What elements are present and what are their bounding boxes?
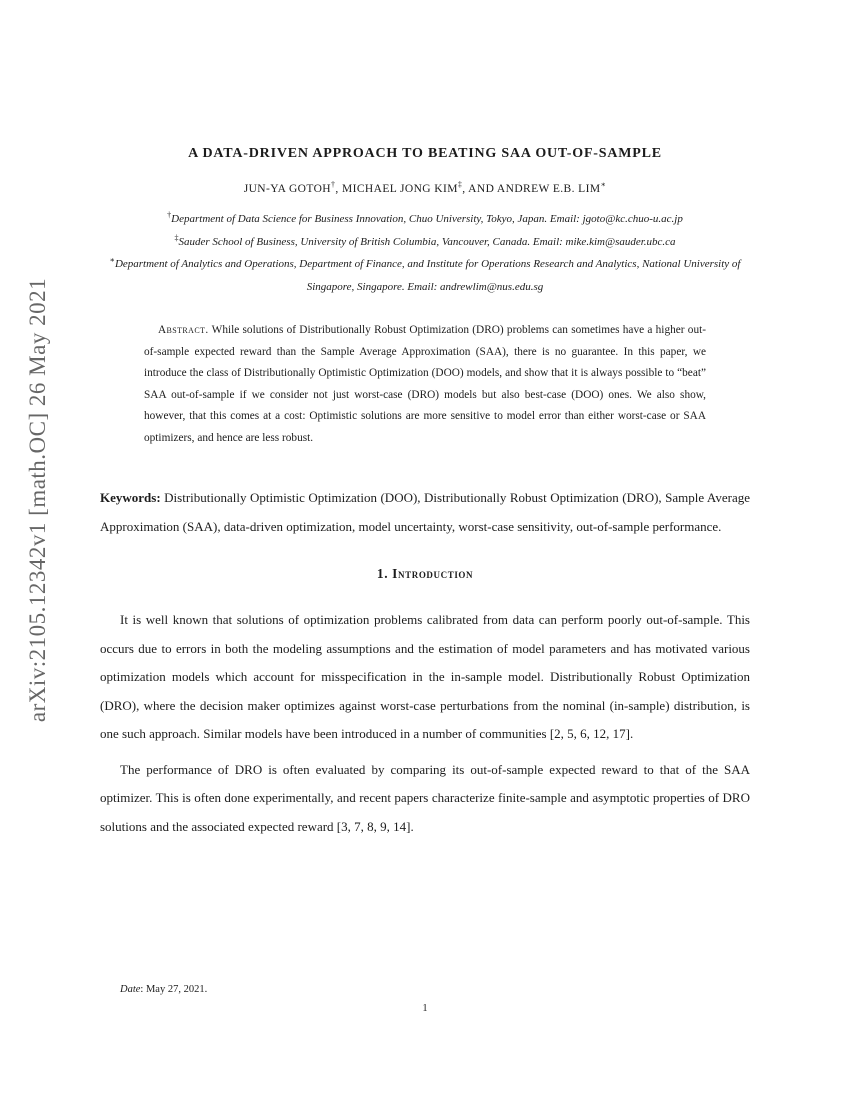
abstract-text: While solutions of Distributionally Robust Optimization (DRO) problems can sometimes have a higher out-of-sample expected reward than the Sample Average Approximation (SAA), there is no guarantee. In this paper, we introduce the class of Distributionally Optimistic Optimization (DOO) models, and show that it is always possible to “beat” SAA out-of-sample if we consider not just worst-case (DRO) models but also best-case (DOO) ones. We also show, however, that this comes at a cost: Optimistic solutions are more sensitive to model error than either worst-case or SAA optimizers, and hence are less robust. [144,324,706,444]
abstract-label: Abstract. [158,324,209,336]
affiliation-mark: ‡ [174,232,179,242]
body-paragraph: The performance of DRO is often evaluated by comparing its out-of-sample expected reward to that of the SAA optimizer. This is often done experimentally, and recent papers characterize finite-sample and asymptotic properties of DRO solutions and the associated expected reward [3, 7, 8, 9, 14]. [100,761,750,834]
author-mark: ‡ [457,180,463,190]
authors-line [100,180,750,195]
paper-title: A DATA-DRIVEN APPROACH TO BEATING SAA OUT-OF-SAMPLE [188,146,662,161]
affiliation-line [100,208,750,231]
affiliation-text: Sauder School of Business, University of British Columbia, Vancouver, Canada. Email: mike.kim@sauder.ubc.ca [178,235,676,248]
section-heading-introduction: 1. Introduction [376,566,474,581]
keywords-label: Keywords: [100,490,161,505]
arxiv-watermark: arXiv:2105.12342v1 [math.OC] 26 May 2021 [25,277,50,723]
affiliation-line [100,253,750,298]
affiliation-text: Department of Analytics and Operations, Department of Finance, and Institute for Operations Research and Analytics, National University of Singapore, Singapore. Email: andrewlim@nus.edu.sg [114,258,741,293]
affiliations-block [100,208,750,298]
author-separator: , AND [462,183,497,195]
author [243,180,342,195]
body-paragraph: It is well known that solutions of optimization problems calibrated from data can perform poorly out-of-sample. This occurs due to errors in both the modeling assumptions and the estimation of model parameters and has motivated various optimization models which account for misspecification in the in-sample model. Distributionally Robust Optimization (DRO), where the decision maker optimizes against worst-case perturbations from the nominal (in-sample) distribution, is one such approach. Similar models have been introduced in a number of communities [2, 5, 6, 12, 17]. [100,612,750,741]
affiliation-mark: ∗ [109,255,115,265]
author-name: ANDREW E.B. LIM [496,183,601,195]
date-value: : May 27, 2021. [140,984,208,995]
affiliation-line [100,231,750,254]
date-label: Date [120,984,141,995]
abstract [144,320,706,449]
author [341,180,497,195]
author-mark: † [331,180,336,190]
date-footnote [120,984,207,995]
affiliation-mark: † [167,210,172,220]
author-separator: , [335,183,342,195]
author-name: JUN-YA GOTOH [243,183,332,195]
keywords-text: Distributionally Optimistic Optimization (DOO), Distributionally Robust Optimization (DRO), Sample Average Approximation (SAA), data-driven optimization, model uncertainty, worst-case sensitivity, out-of-sample performance. [100,490,750,534]
keywords [100,483,750,541]
author-mark: ∗ [600,180,607,190]
author [496,180,607,195]
affiliation-text: Department of Data Science for Business Innovation, Chuo University, Tokyo, Japan. Email: jgoto@kc.chuo-u.ac.jp [171,213,683,225]
page-number: 1 [422,1003,428,1014]
paper-content [100,0,750,841]
author-name: MICHAEL JONG KIM [341,183,458,195]
